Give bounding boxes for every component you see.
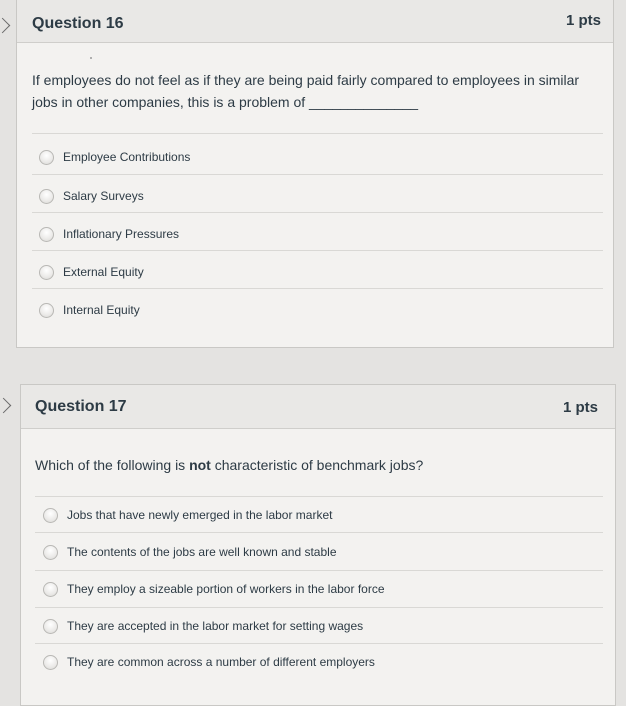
radio-button[interactable]: [39, 265, 54, 280]
question-17-divider: [35, 496, 603, 497]
option-label: They are accepted in the labor market for setting wages: [67, 619, 364, 633]
radio-button[interactable]: [39, 189, 54, 204]
q16-option-2[interactable]: [39, 186, 144, 206]
option-label: Internal Equity: [63, 303, 140, 317]
option-label: Salary Surveys: [63, 189, 144, 203]
question-17-text-emphasis: not: [189, 457, 211, 473]
question-16-divider: [32, 133, 603, 134]
q17-option-4[interactable]: [43, 616, 363, 636]
option-divider: [35, 643, 603, 644]
option-label: External Equity: [63, 265, 144, 279]
option-label: Jobs that have newly emerged in the labor market: [67, 508, 333, 522]
option-divider: [35, 532, 603, 533]
option-divider: [32, 212, 603, 213]
question-17-points: 1 pts: [562, 399, 598, 416]
radio-button[interactable]: [43, 619, 58, 634]
radio-button[interactable]: [43, 655, 58, 670]
radio-button[interactable]: [43, 545, 58, 560]
question-16-toggle-icon[interactable]: [0, 18, 10, 34]
question-16-text: If employees do not feel as if they are being paid fairly compared to employees in similar jobs in other companies, this is a problem of ______________: [32, 72, 580, 110]
question-17-text: [35, 454, 595, 476]
question-16-points: 1 pts: [565, 12, 601, 29]
stray-dot: [90, 57, 92, 59]
option-divider: [35, 570, 603, 571]
q17-option-5[interactable]: [43, 652, 375, 672]
question-17-toggle-icon[interactable]: [0, 398, 11, 414]
radio-button[interactable]: [43, 508, 58, 523]
option-label: They are common across a number of different employers: [67, 655, 375, 669]
question-16-title: Question 16: [32, 15, 124, 32]
option-label: Inflationary Pressures: [63, 227, 180, 241]
question-17-text-start: Which of the following is: [35, 457, 190, 473]
q16-option-3[interactable]: [39, 224, 179, 244]
radio-button[interactable]: [39, 150, 54, 165]
option-divider: [32, 288, 603, 289]
option-divider: [32, 250, 603, 251]
option-label: Employee Contributions: [63, 150, 191, 164]
q17-option-3[interactable]: [43, 579, 385, 599]
option-divider: [35, 607, 603, 608]
radio-button[interactable]: [39, 227, 54, 242]
option-label: The contents of the jobs are well known and stable: [67, 545, 337, 559]
q16-option-4[interactable]: [39, 262, 144, 282]
question-17-title: Question 17: [35, 398, 127, 415]
question-16-card: [16, 0, 614, 348]
q16-option-5[interactable]: [39, 300, 140, 320]
question-17-text-end: characteristic of benchmark jobs?: [210, 457, 424, 473]
radio-button[interactable]: [43, 582, 58, 597]
option-divider: [32, 174, 603, 175]
q16-option-1[interactable]: [39, 147, 190, 167]
q17-option-2[interactable]: [43, 542, 337, 562]
q17-option-1[interactable]: [43, 505, 332, 525]
question-17-card: [20, 384, 616, 706]
radio-button[interactable]: [39, 303, 54, 318]
option-label: They employ a sizeable portion of workers in the labor force: [67, 582, 385, 596]
